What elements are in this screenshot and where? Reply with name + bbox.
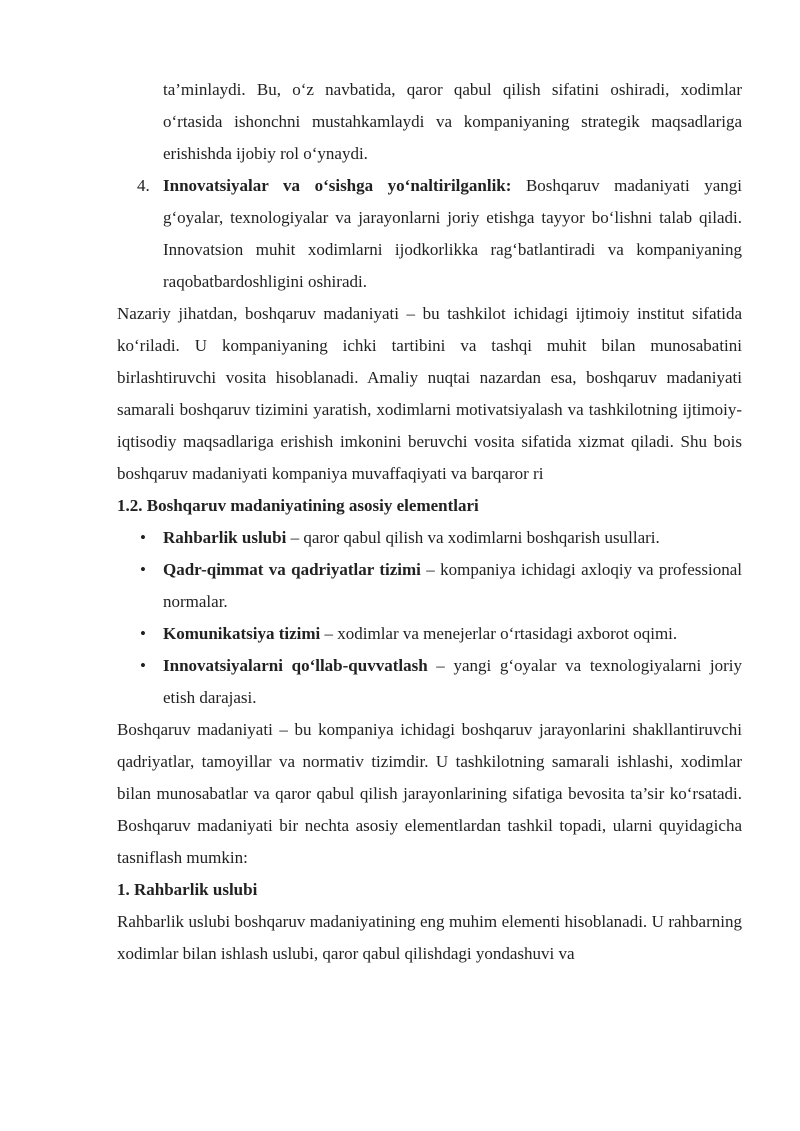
list-item — [117, 618, 742, 650]
bullet-icon: • — [140, 624, 146, 643]
body-paragraph-3: Rahbarlik uslubi boshqaruv madaniyatining eng muhim elementi hisoblanadi. U rahbarning xodimlar bilan ishlash uslubi, qaror qabul qilishdagi yondashuvi va — [117, 912, 742, 963]
body-paragraph-2: Boshqaruv madaniyati – bu kompaniya ichidagi boshqaruv jarayonlarini shakllantiruvchi qadriyatlar, tamoyillar va normativ tizimdir. U tashkilotning samarali ishlashi, xodimlar bilan munosabatlar va qaror qabul qilish jarayonlarining sifatiga bevosita ta’sir ko‘rsatadi. Boshqaruv madaniyati bir nechta asosiy elementlardan tashkil topadi, ularni quyidagicha tasniflash mumkin: — [117, 720, 742, 867]
list-item-text: – qaror qabul qilish va xodimlarni boshqarish usullari. — [286, 528, 660, 547]
elements-list — [117, 522, 742, 714]
bullet-icon: • — [140, 560, 146, 579]
list-item-text: – xodimlar va menejerlar o‘rtasidagi axborot oqimi. — [320, 624, 678, 643]
list-item-title: Qadr-qimmat va qadriyatlar tizimi — [163, 560, 421, 579]
section-heading: 1.2. Boshqaruv madaniyatining asosiy elementlari — [117, 496, 479, 515]
item-number: 4. — [137, 176, 150, 195]
bullet-icon: • — [140, 528, 146, 547]
list-item-text: – kompaniya ichidagi axloqiy va professional normalar. — [163, 560, 742, 611]
list-item — [117, 650, 742, 714]
numbered-item-4 — [117, 170, 742, 298]
list-item-text: – yangi g‘oyalar va texnologiyalarni joriy etish darajasi. — [163, 656, 742, 707]
continuation-paragraph: ta’minlaydi. Bu, o‘z navbatida, qaror qabul qilish sifatini oshiradi, xodimlar o‘rtasida ishonchni mustahkamlaydi va kompaniyaning strategik maqsadlariga erishishda ijobiy rol o‘ynaydi. — [163, 80, 742, 163]
page-content — [117, 74, 742, 970]
item-title: Innovatsiyalar va o‘sishga yo‘naltirilganlik: — [163, 176, 512, 195]
list-item-title: Rahbarlik uslubi — [163, 528, 287, 547]
list-item-title: Innovatsiyalarni qo‘llab-quvvatlash — [163, 656, 428, 675]
list-item-title: Komunikatsiya tizimi — [163, 624, 321, 643]
list-item — [117, 554, 742, 618]
bullet-icon: • — [140, 656, 146, 675]
item-text: Boshqaruv madaniyati yangi g‘oyalar, texnologiyalar va jarayonlarni joriy etishga tayyor bo‘lishni talab qiladi. Innovatsion muhit xodimlarni ijodkorlikka rag‘batlantiradi va kompaniyaning raqobatbardoshligini oshiradi. — [163, 176, 742, 291]
body-paragraph-1: Nazariy jihatdan, boshqaruv madaniyati – bu tashkilot ichidagi ijtimoiy institut sifatida ko‘riladi. U kompaniyaning ichki tartibini va tashqi muhit bilan munosabatini birlashtiruvchi vosita hisoblanadi. Amaliy nuqtai nazardan esa, boshqaruv madaniyati samarali boshqaruv tizimini yaratish, xodimlarni motivatsiyalash va tashkilotning ijtimoiy-iqtisodiy maqsadlariga erishish imkonini beruvchi vosita sifatida xizmat qiladi. Shu bois boshqaruv madaniyati kompaniya muvaffaqiyati va barqaror ri — [117, 304, 742, 483]
sub-heading: 1. Rahbarlik uslubi — [117, 880, 258, 899]
list-item — [117, 522, 742, 554]
